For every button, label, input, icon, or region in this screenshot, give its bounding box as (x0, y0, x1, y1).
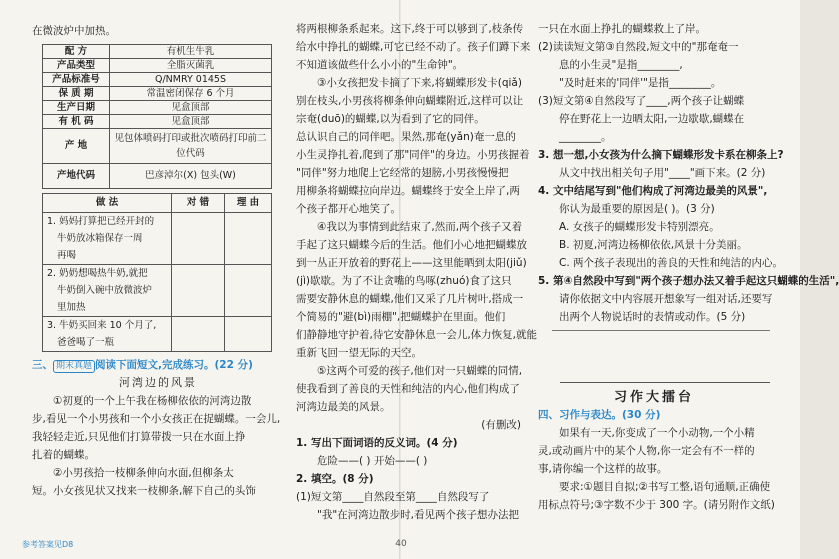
table-row (43, 115, 272, 129)
col-header: 做 法 (43, 194, 172, 213)
source-note: (有删改) (481, 419, 521, 431)
article-line: 宗奄(duō)的蝴蝶,以为看到了它的同伴。 (296, 113, 485, 125)
answer-line: 停在野花上一边晒太阳,一边歇歇,蝴蝶在 (559, 113, 745, 125)
info-key: 配 方 (43, 45, 110, 59)
article-line: ②小男孩拾一枝柳条伸向水面,但柳条太 (53, 467, 234, 479)
article-line: 个简易的"避(bì)雨棚",把蝴蝶护在里面。他们 (296, 311, 506, 323)
info-value: 见盒顶部 (110, 101, 272, 115)
article-line: 们静静地守护着,待它安静休息一会儿,体力恢复,就能 (296, 329, 538, 341)
table-row (43, 73, 272, 87)
table-header-row (43, 194, 272, 213)
judge-reason-cell[interactable] (225, 265, 272, 317)
judge-reason-cell[interactable] (225, 213, 272, 265)
exam-tag: 期末真题 (53, 360, 95, 373)
col-header: 理 由 (225, 194, 272, 213)
judge-text: 爸爸喝了一瓶 (57, 337, 115, 348)
judge-answer-cell[interactable] (172, 265, 225, 317)
judge-answer-cell[interactable] (172, 213, 225, 265)
left-column (32, 0, 284, 500)
writing-section (538, 406, 775, 514)
info-value: 见包体喷码打印或批次喷码打印前二位代码 (110, 129, 272, 164)
article-line: 手起了这只蝴蝶今后的生活。他们小心地把蝴蝶放 (296, 239, 527, 251)
article-line: "同伴"努力地爬上它经常的翅膀,小男孩慢慢把 (296, 167, 509, 179)
judge-text: 1. 妈妈打算把已经开封的 (47, 216, 155, 227)
article-line: 小生灵挣扎着,爬到了那"同伴"的身边。小男孩握着 (296, 149, 530, 161)
judge-item (43, 317, 172, 352)
section-divider (560, 382, 770, 383)
option-a[interactable]: A. 女孩子的蝴蝶形发卡特别漂亮。 (559, 221, 720, 233)
table-row (43, 87, 272, 101)
info-key: 产品标准号 (43, 73, 110, 87)
info-value: 有机生牛乳 (110, 45, 272, 59)
article-line: 短。小女孩见状又找来一枝柳条,解下自己的头饰 (32, 485, 256, 497)
info-value: Q/NMRY 0145S (110, 73, 272, 87)
judge-text: 牛奶放冰箱保存一周 (57, 233, 143, 244)
col-header: 对 错 (172, 194, 225, 213)
table-row (43, 213, 272, 265)
section-number: 四、 (538, 409, 559, 421)
table-row (43, 45, 272, 59)
article-line: 个孩子都开心地笑了。 (296, 203, 401, 215)
page-number: 40 (395, 539, 407, 549)
question-1: 1. 写出下面词语的反义词。(4 分) (296, 437, 458, 449)
section-title: 习作大擂台 (613, 390, 694, 405)
question-2-part-1[interactable]: (1)短文第____自然段至第____自然段写了 (296, 491, 490, 503)
table-row (43, 164, 272, 189)
judge-text: 2. 奶奶想喝热牛奶,就把 (47, 268, 148, 279)
article-line: 不知道该做些什么小小的"生命钟"。 (296, 59, 464, 71)
judge-text: 里加热 (57, 302, 86, 313)
answer-line: 一只在水面上挣扎的蝴蝶救上了岸。 (538, 23, 706, 35)
article-line: 步,看见一个小男孩和一个小女孩正在捉蝴蝶。一会儿, (32, 413, 281, 425)
table-row (43, 317, 272, 352)
info-key: 产地代码 (43, 164, 110, 189)
writing-line: 事,请你编一个这样的故事。 (538, 463, 668, 475)
article-line: 总认识自己的同伴吧。果然,那奄(yǎn)奄一息的 (296, 131, 516, 143)
judge-text: 3. 牛奶买回来 10 个月了, (47, 320, 157, 331)
writing-line: 如果有一天,你变成了一个小动物,一个小精 (559, 427, 755, 439)
info-value: 巴彦淖尔(X) 包头(W) (110, 164, 272, 189)
judge-reason-cell[interactable] (225, 317, 272, 352)
answer-line[interactable]: (3)短文第④自然段写了____,两个孩子让蝴蝶 (538, 95, 745, 107)
info-key: 产 地 (43, 129, 110, 164)
question-3b: 从文中找出相关句子用"____"画下来。(2 分) (559, 167, 766, 179)
judge-item (43, 213, 172, 265)
table-row (43, 59, 272, 73)
article-line: 重新飞回一望无际的天空。 (296, 347, 422, 359)
article-line: 到一丛正开放着的野花上——这里能晒到太阳(jiǔ) (296, 257, 527, 269)
info-key: 保 质 期 (43, 87, 110, 101)
article-line: 将两根柳条系起来。这下,终于可以够到了,枝条传 (296, 23, 524, 35)
intro-line: 在微波炉中加热。 (32, 25, 116, 37)
writing-line: 要求:①题目自拟;②书写工整,语句通顺,正确使 (559, 481, 771, 493)
answer-line[interactable]: 息的小生灵"是指________, (559, 59, 683, 71)
writing-line: 用标点符号;③字数不少于 300 字。(请另附作文纸) (538, 499, 775, 511)
article-line: 使我看到了善良的天性和纯洁的内心,他们构成了 (296, 383, 520, 395)
article-line: 别在枝头,小男孩将柳条伸向蝴蝶附近,这样可以让 (296, 95, 524, 107)
article-line: ③小女孩把发卡摘了下来,将蝴蝶形发卡(qiǎ) (317, 77, 522, 89)
info-key: 生产日期 (43, 101, 110, 115)
article-title: 河湾边的风景 (119, 376, 197, 389)
answer-line: (2)读读短文第③自然段,短文中的"那奄奄一 (538, 41, 739, 53)
article-line: 用柳条将蝴蝶拉向岸边。蝴蝶终于安全上岸了,两 (296, 185, 520, 197)
article-line: 需要安静休息的蝴蝶,他们又采了几片树叶,搭成一 (296, 293, 524, 305)
judge-table (42, 193, 272, 352)
question-5c: 出两个人物说话时的表情或动作。(5 分) (559, 311, 746, 323)
article-line: ④我以为事情到此结束了,然而,两个孩子又着 (317, 221, 523, 233)
table-row (43, 101, 272, 115)
info-key: 有 机 码 (43, 115, 110, 129)
article-line: ①初夏的一个上午我在杨柳依依的河湾边散 (53, 395, 252, 407)
section-heading: 习作与表达。(30 分) (559, 409, 661, 421)
middle-column (296, 20, 538, 524)
answer-footer: 参考答案见D8 (22, 540, 74, 549)
writing-line: 灵,或动画片中的某个人物,你一定会有不一样的 (538, 445, 755, 457)
article-line: 给水中挣扎的蝴蝶,可它已经不动了。孩子们蹲下来 (296, 41, 531, 53)
question-2: 2. 填空。(8 分) (296, 473, 374, 485)
writing-header (538, 406, 770, 424)
question-4: 4. 文中结尾写到"他们构成了河湾边最美的风景", (538, 185, 768, 197)
question-5: 5. 第④自然段中写到"两个孩子想办法又着手起这只蝴蝶的生活", (538, 275, 839, 287)
judge-answer-cell[interactable] (172, 317, 225, 352)
milk-info-table (42, 44, 272, 189)
question-3: 3. 想一想,小女孩为什么摘下蝴蝶形发卡系在柳条上? (538, 149, 784, 161)
right-column (538, 20, 839, 331)
answer-blank-line[interactable] (552, 330, 770, 331)
table-row (43, 129, 272, 164)
question-3-header (32, 356, 284, 374)
info-value: 见盒顶部 (110, 115, 272, 129)
judge-text: 牛奶倒入碗中放微波炉 (57, 285, 153, 296)
article-line: 扎着的蝴蝶。 (32, 449, 95, 461)
option-b[interactable]: B. 初夏,河湾边杨柳依依,风景十分美丽。 (559, 239, 748, 251)
question-5b: 请你依据文中内容展开想象写一组对话,还要写 (559, 293, 773, 305)
question-title: 阅读下面短文,完成练习。(22 分) (95, 359, 253, 371)
answer-line[interactable]: ________。 (559, 131, 612, 143)
article-line: (jì)歇歇。为了不让贪嘴的鸟啄(zhuó)食了这只 (296, 275, 512, 287)
info-key: 产品类型 (43, 59, 110, 73)
article-line: ⑤这两个可爱的孩子,他们对一只蝴蝶的同情, (317, 365, 523, 377)
question-4b[interactable]: 你认为最重要的原因是( )。(3 分) (559, 203, 715, 215)
option-c[interactable]: C. 两个孩子表现出的善良的天性和纯洁的内心。 (559, 257, 784, 269)
table-row (43, 265, 272, 317)
judge-text: 再喝 (57, 250, 77, 261)
question-2-part-1b: "我"在河湾边散步时,看见两个孩子想办法把 (317, 509, 519, 521)
article-line: 我轻轻走近,只见他们打算带拨一只在水面上挣 (32, 431, 246, 443)
info-value: 常温密闭保存 6 个月 (110, 87, 272, 101)
article-line: 河湾边最美的风景。 (296, 401, 391, 413)
question-number: 三、 (32, 359, 53, 371)
answer-line[interactable]: "及时赶来的'同伴'"是指________。 (559, 77, 722, 89)
judge-item (43, 265, 172, 317)
info-value: 全脂灭菌乳 (110, 59, 272, 73)
question-1-items[interactable]: 危险——( ) 开始——( ) (317, 455, 428, 467)
